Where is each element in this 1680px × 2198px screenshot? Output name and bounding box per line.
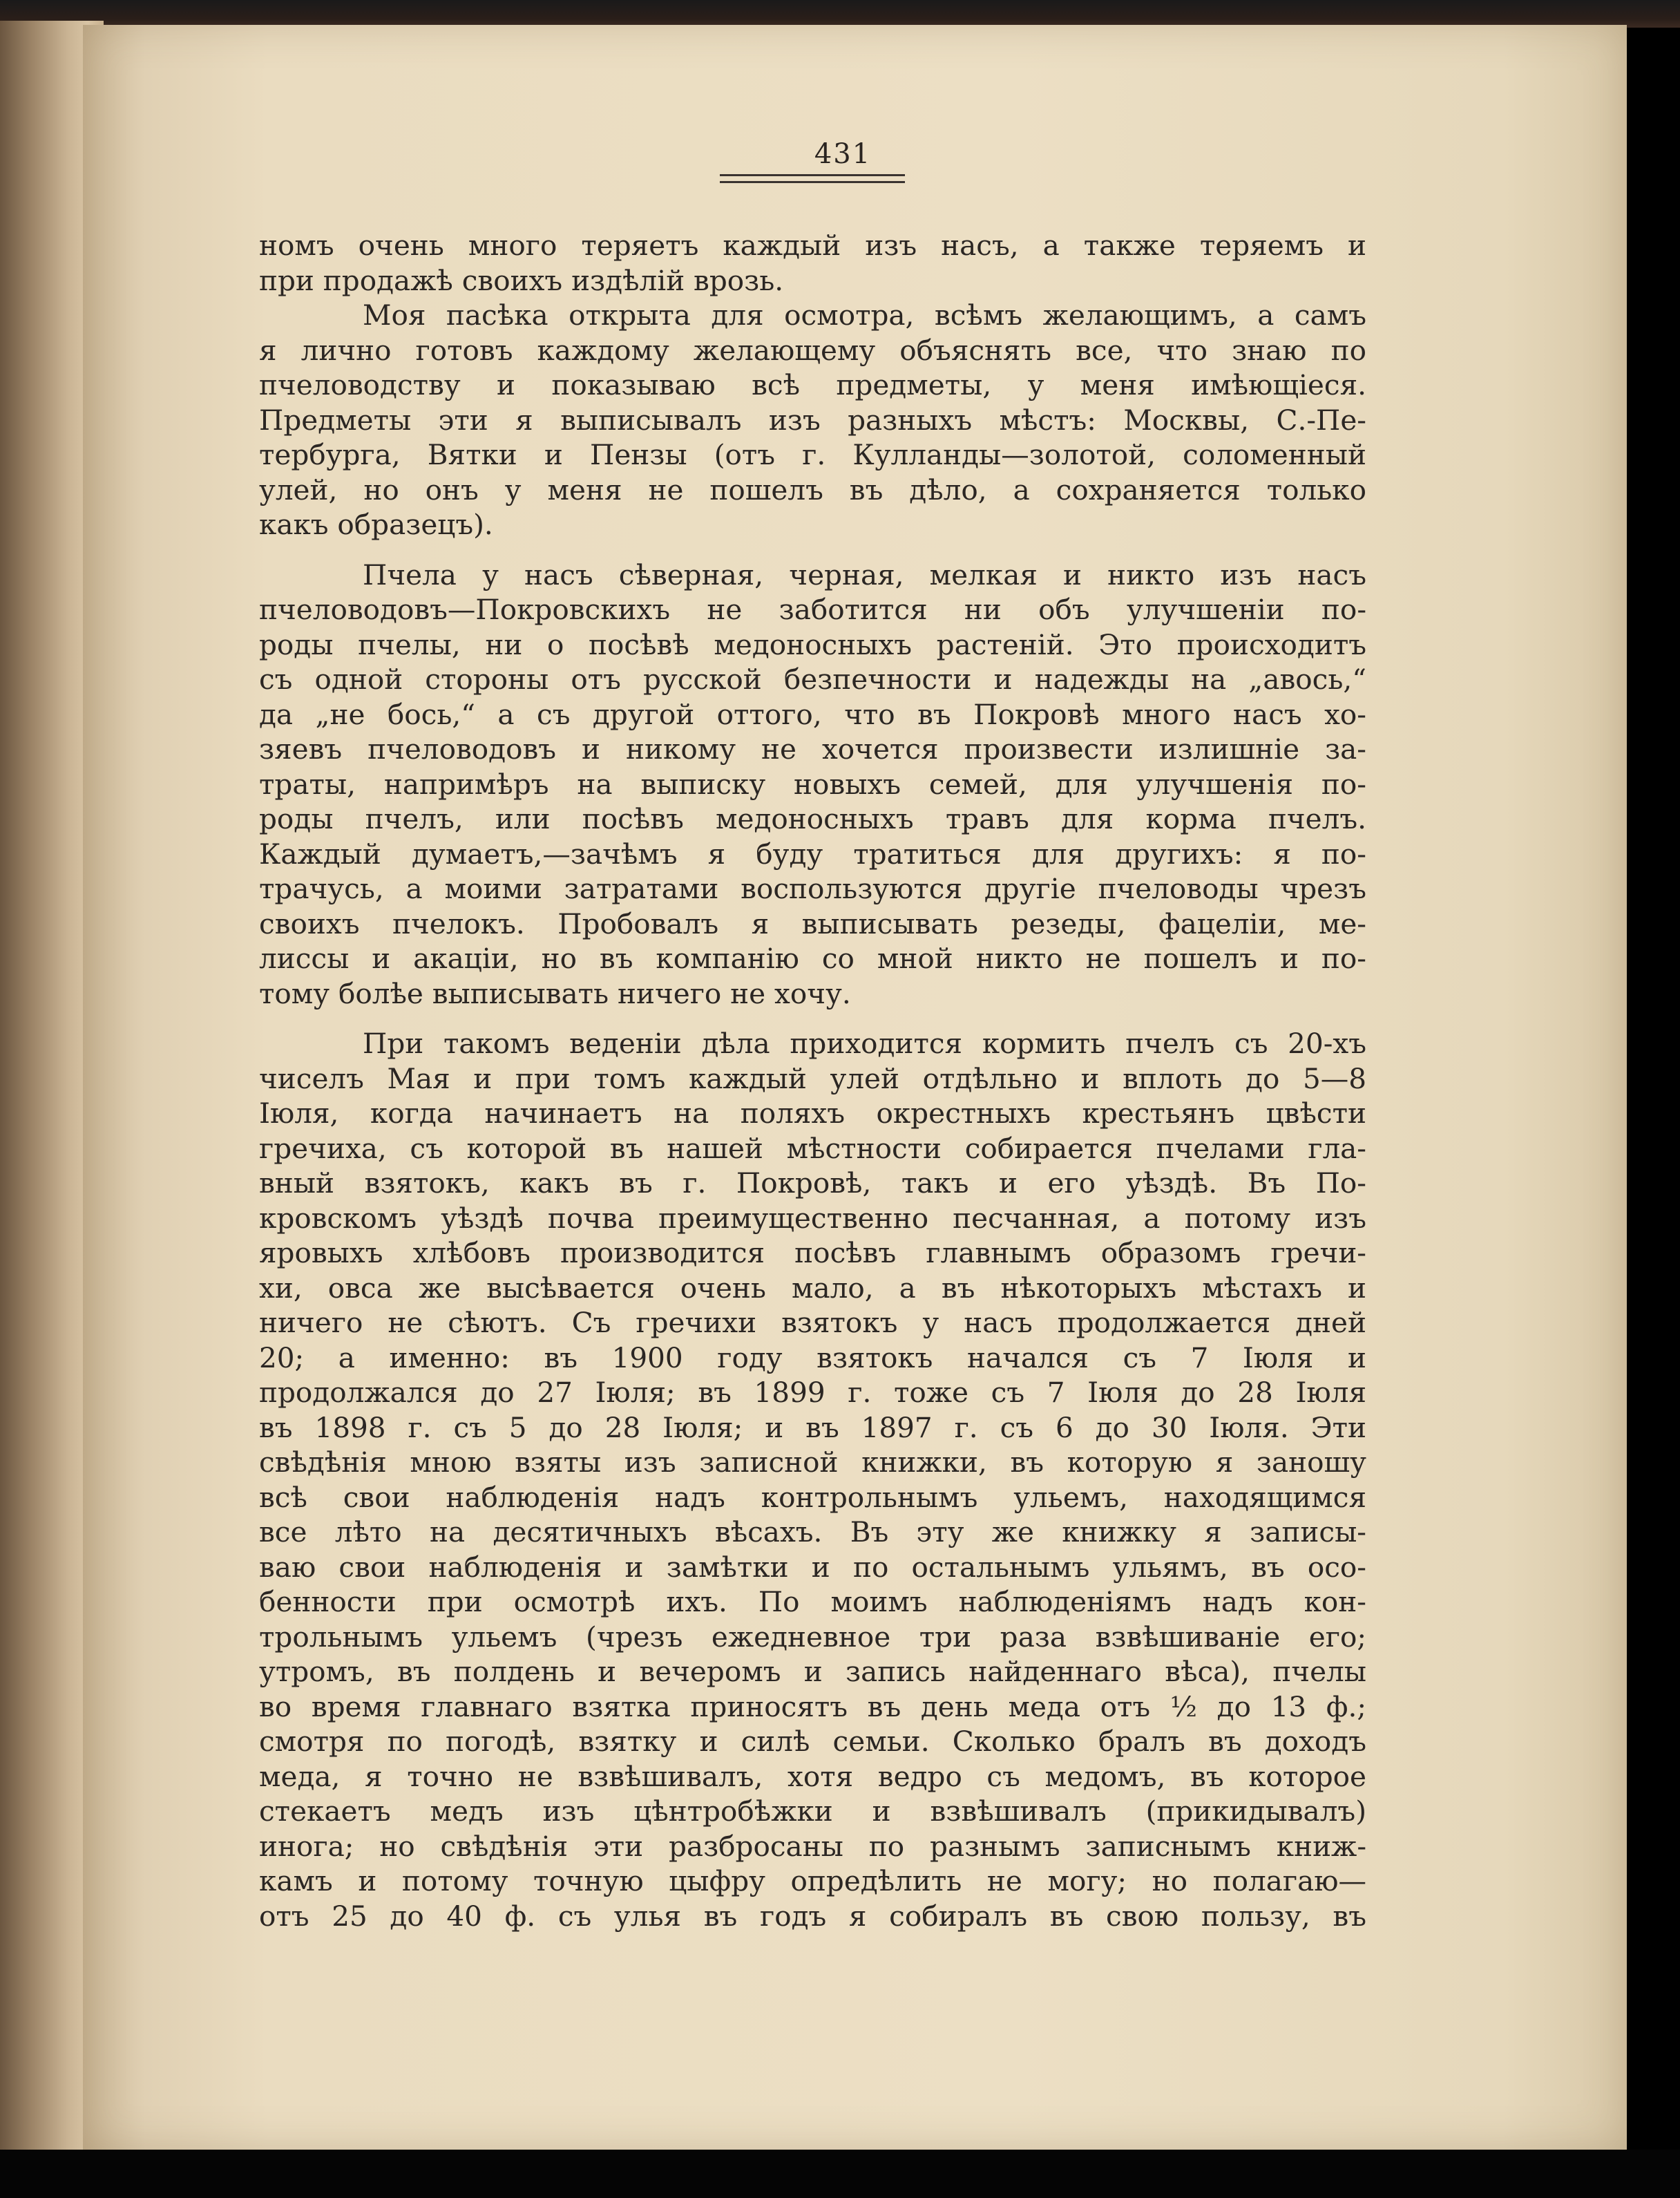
- text-line: свѣдѣнія мною взяты изъ записной книжки, въ которую я заношу: [259, 1446, 1366, 1479]
- page-number: 431: [814, 138, 872, 170]
- paragraph-gap: [259, 1011, 1366, 1026]
- page-number-rule-bottom: [720, 181, 905, 183]
- text-line: Пчела у насъ сѣверная, черная, мелкая и никто изъ насъ: [363, 558, 1366, 591]
- text-line: 20; а именно: въ 1900 году взятокъ начался съ 7 Іюля и: [259, 1340, 1366, 1374]
- text-line: тербурга, Вятки и Пензы (отъ г. Кулланды—золотой, соломенный: [259, 438, 1366, 471]
- text-line: лиссы и акаціи, но въ компанію со мной никто не пошелъ и по-: [259, 942, 1366, 975]
- text-line: зяевъ пчеловодовъ и никому не хочется произвести излишніе за-: [259, 732, 1366, 766]
- text-line: Предметы эти я выписывалъ изъ разныхъ мѣстъ: Москвы, С.-Пе-: [259, 403, 1366, 437]
- text-line: бенности при осмотрѣ ихъ. По моимъ наблюденіямъ надъ кон-: [259, 1585, 1366, 1618]
- text-line: инога; но свѣдѣнія эти разбросаны по разнымъ записнымъ книж-: [259, 1829, 1366, 1863]
- text-line: гречиха, съ которой въ нашей мѣстности собирается пчелами гла-: [259, 1131, 1366, 1165]
- text-line: пчеловодству и показываю всѣ предметы, у меня имѣющіеся.: [259, 368, 1366, 401]
- text-line: да „не бось,“ а съ другой оттого, что въ Покровѣ много насъ хо-: [259, 697, 1366, 731]
- text-line: при продажѣ своихъ издѣлій врозь.: [259, 263, 784, 297]
- text-line: кровскомъ уѣздѣ почва преимущественно песчанная, а потому изъ: [259, 1201, 1366, 1235]
- text-line: роды пчелы, ни о посѣвѣ медоносныхъ растеній. Это происходитъ: [259, 627, 1366, 661]
- top-dark-strip: [0, 0, 1680, 28]
- text-line: въ 1898 г. съ 5 до 28 Іюля; и въ 1897 г. съ 6 до 30 Іюля. Эти: [259, 1410, 1366, 1444]
- text-line: всѣ свои наблюденія надъ контрольнымъ ульемъ, находящимся: [259, 1480, 1366, 1514]
- text-line: Іюля, когда начинаетъ на поляхъ окрестныхъ крестьянъ цвѣсти: [259, 1097, 1366, 1130]
- bottom-dark-strip: [0, 2150, 1680, 2198]
- text-line: тому болѣе выписывать ничего не хочу.: [259, 976, 851, 1010]
- text-line: улей, но онъ у меня не пошелъ въ дѣло, а сохраняется только: [259, 473, 1366, 506]
- text-line: какъ образецъ).: [259, 508, 493, 541]
- body-text: [259, 228, 1366, 1933]
- text-line: траты, напримѣръ на выписку новыхъ семей, для улучшенія по-: [259, 767, 1366, 801]
- paragraph-gap: [259, 542, 1366, 558]
- text-line: вный взятокъ, какъ въ г. Покровѣ, такъ и его уѣздѣ. Въ По-: [259, 1166, 1366, 1200]
- text-line: номъ очень много теряетъ каждый изъ насъ, а также теряемъ и: [259, 229, 1366, 262]
- text-line: стекаетъ медъ изъ цѣнтробѣжки и взвѣшивалъ (прикидывалъ): [259, 1794, 1366, 1828]
- text-line: роды пчелъ, или посѣвъ медоносныхъ травъ для корма пчелъ.: [259, 802, 1366, 835]
- text-line: продолжался до 27 Іюля; въ 1899 г. тоже съ 7 Іюля до 28 Іюля: [259, 1376, 1366, 1409]
- text-line: съ одной стороны отъ русской безпечности и надежды на „авось,“: [259, 663, 1366, 696]
- text-line: пчеловодовъ—Покровскихъ не заботится ни объ улучшеніи по-: [259, 593, 1366, 626]
- text-line: камъ и потому точную цыфру опредѣлить не могу; но полагаю—: [259, 1864, 1366, 1897]
- text-line: смотря по погодѣ, взятку и силѣ семьи. Сколько бралъ въ доходъ: [259, 1725, 1366, 1758]
- text-line: все лѣто на десятичныхъ вѣсахъ. Въ эту же книжку я записы-: [259, 1515, 1366, 1548]
- text-line: ваю свои наблюденія и замѣтки и по остальнымъ ульямъ, въ осо-: [259, 1550, 1366, 1584]
- text-line: я лично готовъ каждому желающему объяснять все, что знаю по: [259, 333, 1366, 367]
- text-line: яровыхъ хлѣбовъ производится посѣвъ главнымъ образомъ гречи-: [259, 1236, 1366, 1269]
- text-line: трачусь, а моими затратами воспользуются другіе пчеловоды чрезъ: [259, 872, 1366, 905]
- text-line: своихъ пчелокъ. Пробовалъ я выписывать резеды, фацеліи, ме-: [259, 907, 1366, 940]
- text-line: Каждый думаетъ,—зачѣмъ я буду тратиться для другихъ: я по-: [259, 837, 1366, 871]
- text-line: При такомъ веденіи дѣла приходится кормить пчелъ съ 20-хъ: [363, 1027, 1366, 1060]
- text-line: меда, я точно не взвѣшивалъ, хотя ведро съ медомъ, въ которое: [259, 1759, 1366, 1793]
- page-number-rule-top: [720, 174, 905, 176]
- text-line: чиселъ Мая и при томъ каждый улей отдѣльно и вплоть до 5—8: [259, 1061, 1366, 1095]
- text-line: во время главнаго взятка приносятъ въ день меда отъ ½ до 13 ф.;: [259, 1689, 1366, 1723]
- text-line: отъ 25 до 40 ф. съ улья въ годъ я собиралъ въ свою пользу, въ: [259, 1899, 1366, 1933]
- text-line: Моя пасѣка открыта для осмотра, всѣмъ желающимъ, а самъ: [363, 299, 1366, 332]
- text-line: хи, овса же высѣвается очень мало, а въ нѣкоторыхъ мѣстахъ и: [259, 1271, 1366, 1305]
- text-line: утромъ, въ полдень и вечеромъ и запись найденнаго вѣса), пчелы: [259, 1655, 1366, 1688]
- text-line: трольнымъ ульемъ (чрезъ ежедневное три раза взвѣшиваніе его;: [259, 1620, 1366, 1654]
- text-line: ничего не сѣютъ. Съ гречихи взятокъ у насъ продолжается дней: [259, 1306, 1366, 1339]
